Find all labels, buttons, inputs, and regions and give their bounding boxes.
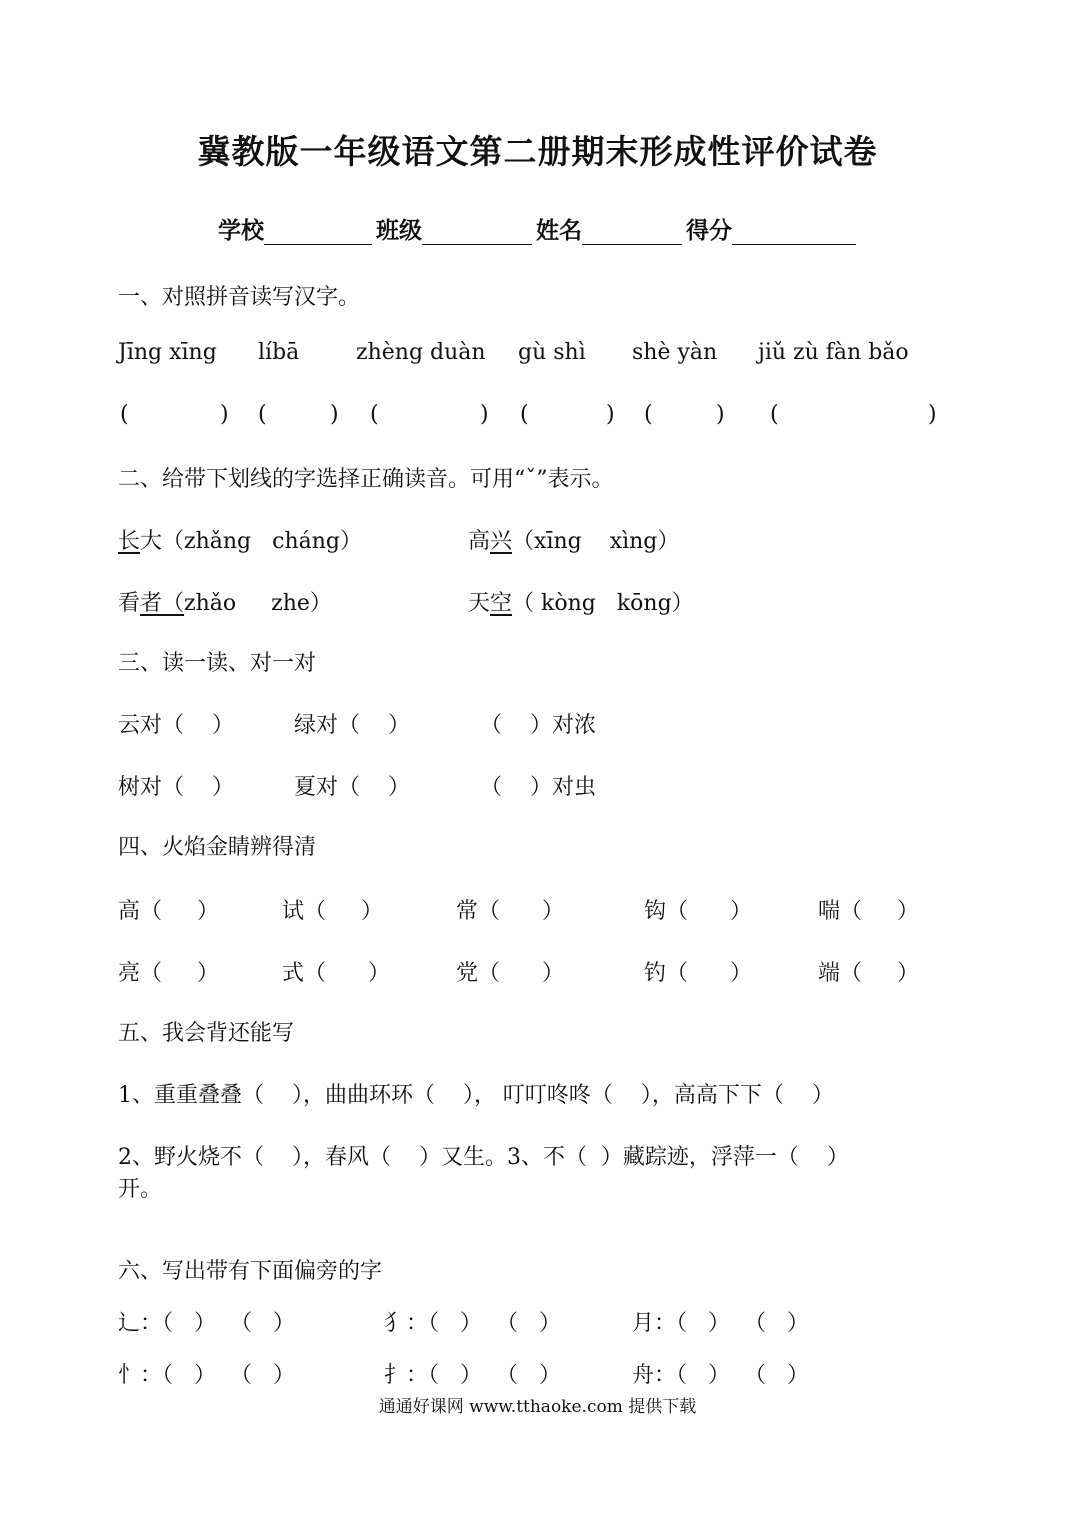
radical-r2-1[interactable]: 忄：（ ） （ ）: [118, 1363, 295, 1388]
footer-text: 通通好课网 www.tthaoke.com 提供下载: [378, 1397, 697, 1417]
radical-r1-3[interactable]: 月：（ ） （ ）: [632, 1311, 809, 1336]
answer-box-3-close: ): [480, 402, 489, 427]
pinyin-3: zhèng duàn: [356, 340, 486, 365]
class-label: 班级: [376, 217, 422, 244]
section-6-heading: 六、写出带有下面偏旁的字: [118, 1259, 383, 1284]
char-r1-5[interactable]: 喘（ ）: [818, 899, 919, 924]
reading-q4-options[interactable]: （ kòng kōng）: [512, 591, 694, 616]
answer-box-4-open[interactable]: (: [520, 402, 529, 427]
recite-line-3: 开。: [118, 1177, 163, 1202]
answer-box-2-open[interactable]: (: [258, 402, 267, 427]
reading-q3-char: 看: [118, 591, 141, 616]
radical-r2-2[interactable]: 扌：（ ） （ ）: [384, 1363, 561, 1388]
reading-q1-options[interactable]: 大（zhǎng cháng）: [140, 529, 362, 554]
score-label: 得分: [686, 217, 732, 244]
reading-q2-char: 高: [468, 529, 491, 554]
reading-q1: [118, 524, 362, 555]
section-3-heading: 三、读一读、对一对: [118, 651, 317, 676]
char-r2-4[interactable]: 钓（ ）: [644, 961, 752, 986]
pair-r1-2[interactable]: 绿对（ ）: [294, 713, 410, 738]
radical-r1-2[interactable]: 犭：（ ） （ ）: [384, 1311, 561, 1336]
section-5-heading: 五、我会背还能写: [118, 1021, 295, 1046]
pair-r2-2[interactable]: 夏对（ ）: [294, 775, 410, 800]
pair-r2-3[interactable]: （ ）对虫: [480, 775, 596, 800]
char-r2-1[interactable]: 亮（ ）: [118, 961, 219, 986]
underlined-char: 兴: [490, 529, 513, 554]
answer-box-2-close: ): [330, 402, 339, 427]
char-r2-5[interactable]: 端（ ）: [818, 961, 919, 986]
pinyin-4: gù shì: [518, 340, 586, 365]
recite-line-1[interactable]: 1、重重叠叠（ ），曲曲环环（ ）， 叮叮咚咚（ ），高高下下（ ）: [118, 1083, 834, 1108]
reading-q2: [468, 524, 679, 555]
pinyin-2: líbā: [258, 340, 300, 365]
recite-line-2[interactable]: 2、野火烧不（ ），春风（ ）又生。3、不（ ）藏踪迹，浮萍一（ ）: [118, 1145, 849, 1170]
char-r1-1[interactable]: 高（ ）: [118, 899, 219, 924]
info-row: [218, 212, 860, 245]
answer-box-5-open[interactable]: (: [644, 402, 653, 427]
answer-box-3-open[interactable]: (: [370, 402, 379, 427]
underlined-char: 长: [118, 529, 141, 554]
answer-box-6-open[interactable]: (: [770, 402, 779, 427]
underlined-char: 者（: [140, 591, 185, 616]
pair-r1-3[interactable]: （ ）对浓: [480, 713, 596, 738]
char-r1-2[interactable]: 试（ ）: [282, 899, 383, 924]
char-r1-3[interactable]: 常（ ）: [456, 899, 564, 924]
radical-r2-3[interactable]: 舟：（ ） （ ）: [632, 1363, 809, 1388]
pinyin-5: shè yàn: [632, 340, 718, 365]
answer-box-4-close: ): [606, 402, 615, 427]
answer-box-6-close: ): [928, 402, 937, 427]
name-blank[interactable]: [582, 218, 682, 245]
char-r1-4[interactable]: 钩（ ）: [644, 899, 752, 924]
reading-q4-char: 天: [468, 591, 491, 616]
class-blank[interactable]: [422, 218, 532, 245]
pair-r2-1[interactable]: 树对（ ）: [118, 775, 234, 800]
reading-q3: [118, 586, 332, 617]
pinyin-6: jiǔ zù fàn bǎo: [758, 340, 909, 365]
char-r2-2[interactable]: 式（ ）: [282, 961, 390, 986]
reading-q4: [468, 586, 694, 617]
underlined-char: 空: [490, 591, 513, 616]
school-label: 学校: [218, 217, 264, 244]
reading-q3-options[interactable]: zhǎo zhe）: [184, 591, 332, 616]
radical-r1-1[interactable]: 辶：（ ） （ ）: [118, 1311, 295, 1336]
page-title: 冀教版一年级语文第二册期末形成性评价试卷: [197, 132, 878, 171]
answer-box-1-close: ): [220, 402, 229, 427]
pair-r1-1[interactable]: 云对（ ）: [118, 713, 234, 738]
score-blank[interactable]: [732, 218, 856, 245]
reading-q2-options[interactable]: （xīng xìng）: [512, 529, 680, 554]
answer-box-5-close: ): [716, 402, 725, 427]
section-4-heading: 四、火焰金睛辨得清: [118, 835, 317, 860]
section-1-heading: 一、对照拼音读写汉字。: [118, 285, 361, 310]
pinyin-1: Jīng xīng: [118, 340, 217, 365]
name-label: 姓名: [536, 217, 582, 244]
section-2-heading: 二、给带下划线的字选择正确读音。可用“ˇ”表示。: [118, 467, 614, 492]
answer-box-1-open[interactable]: (: [120, 402, 129, 427]
char-r2-3[interactable]: 党（ ）: [456, 961, 564, 986]
school-blank[interactable]: [264, 218, 372, 245]
